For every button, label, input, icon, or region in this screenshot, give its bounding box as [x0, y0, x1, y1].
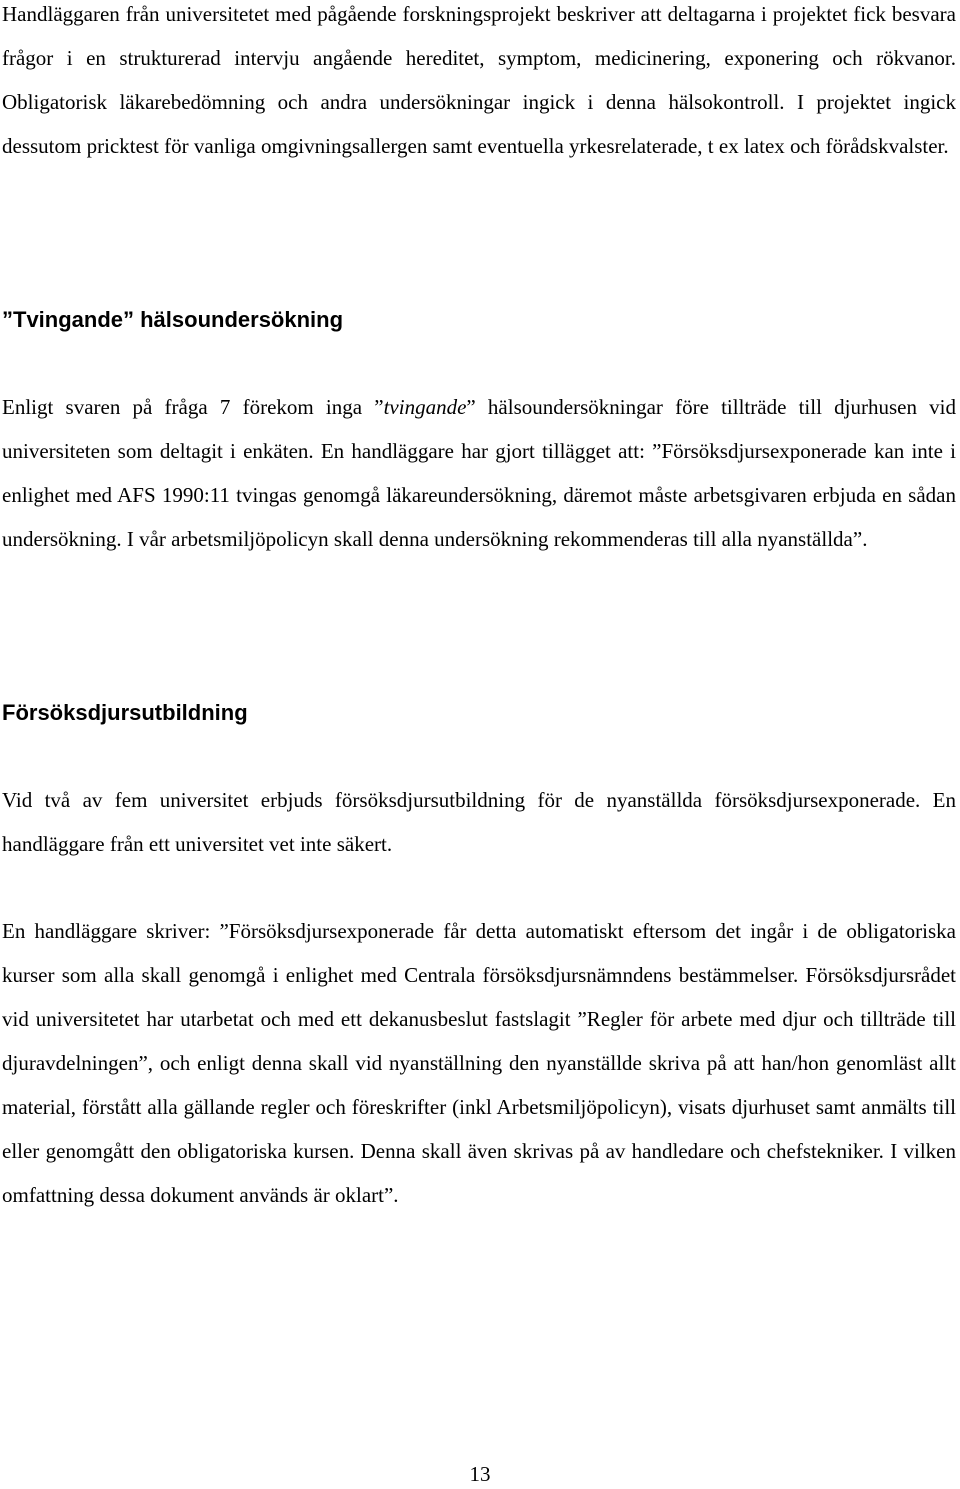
tvingande-paragraph	[2, 385, 956, 561]
tvingande-text-before: Enligt svaren på fråga 7 förekom inga ”	[2, 395, 384, 419]
section-heading-forsoksdjursutbildning: Försöksdjursutbildning	[2, 700, 248, 725]
section-heading-tvingande: ”Tvingande” hälsoundersökning	[2, 307, 344, 332]
tvingande-text-after: ” hälsoundersökningar före tillträde till djurhusen vid universiteten som deltagit i enkäten. En handläggare har gjort tillägget att: ”Försöksdjursexponerade kan inte i enlighet med AFS 1990:11 tvingas genomgå läkareundersökning, däremot måste arbetsgivaren erbjuda en sådan undersökning. I vår arbetsmiljöpolicyn skall denna undersökning rekommenderas till alla nyanställda”.	[2, 395, 956, 551]
intro-paragraph: Handläggaren från universitetet med pågående forskningsprojekt beskriver att deltagarna i projektet fick besvara frågor i en strukturerad intervju angående hereditet, symptom, medicinering, exponering och rökvanor. Obligatorisk läkarebedömning och andra undersökningar ingick i denna hälsokontroll. I projektet ingick dessutom pricktest för vanliga omgivningsallergen samt eventuella yrkesrelaterade, t ex latex och förådskvalster.	[2, 2, 956, 158]
utbildning-paragraph-1: Vid två av fem universitet erbjuds försöksdjursutbildning för de nyanställda försöksdjursexponerade. En handläggare från ett universitet vet inte säkert.	[2, 788, 956, 856]
utbildning-paragraph-2: En handläggare skriver: ”Försöksdjursexponerade får detta automatiskt eftersom det ingår i de obligatoriska kurser som alla skall genomgå i enlighet med Centrala försöksdjursnämndens bestämmelser. Försöksdjursrådet vid universitetet har utarbetat och med ett dekanusbeslut fastslagit ”Regler för arbete med djur och tillträde till djuravdelningen”, och enligt denna skall vid nyanställning den nyanställde skriva på att han/hon genomläst allt material, förstått alla gällande regler och föreskrifter (inkl Arbetsmiljöpolicyn), visats djurhuset samt anmälts till eller genomgått den obligatoriska kursen. Denna skall även skrivas på av handledare och chefstekniker. I vilken omfattning dessa dokument används är oklart”.	[2, 919, 956, 1207]
tvingande-italic-word: tvingande	[383, 395, 467, 419]
page-number: 13	[469, 1462, 491, 1486]
